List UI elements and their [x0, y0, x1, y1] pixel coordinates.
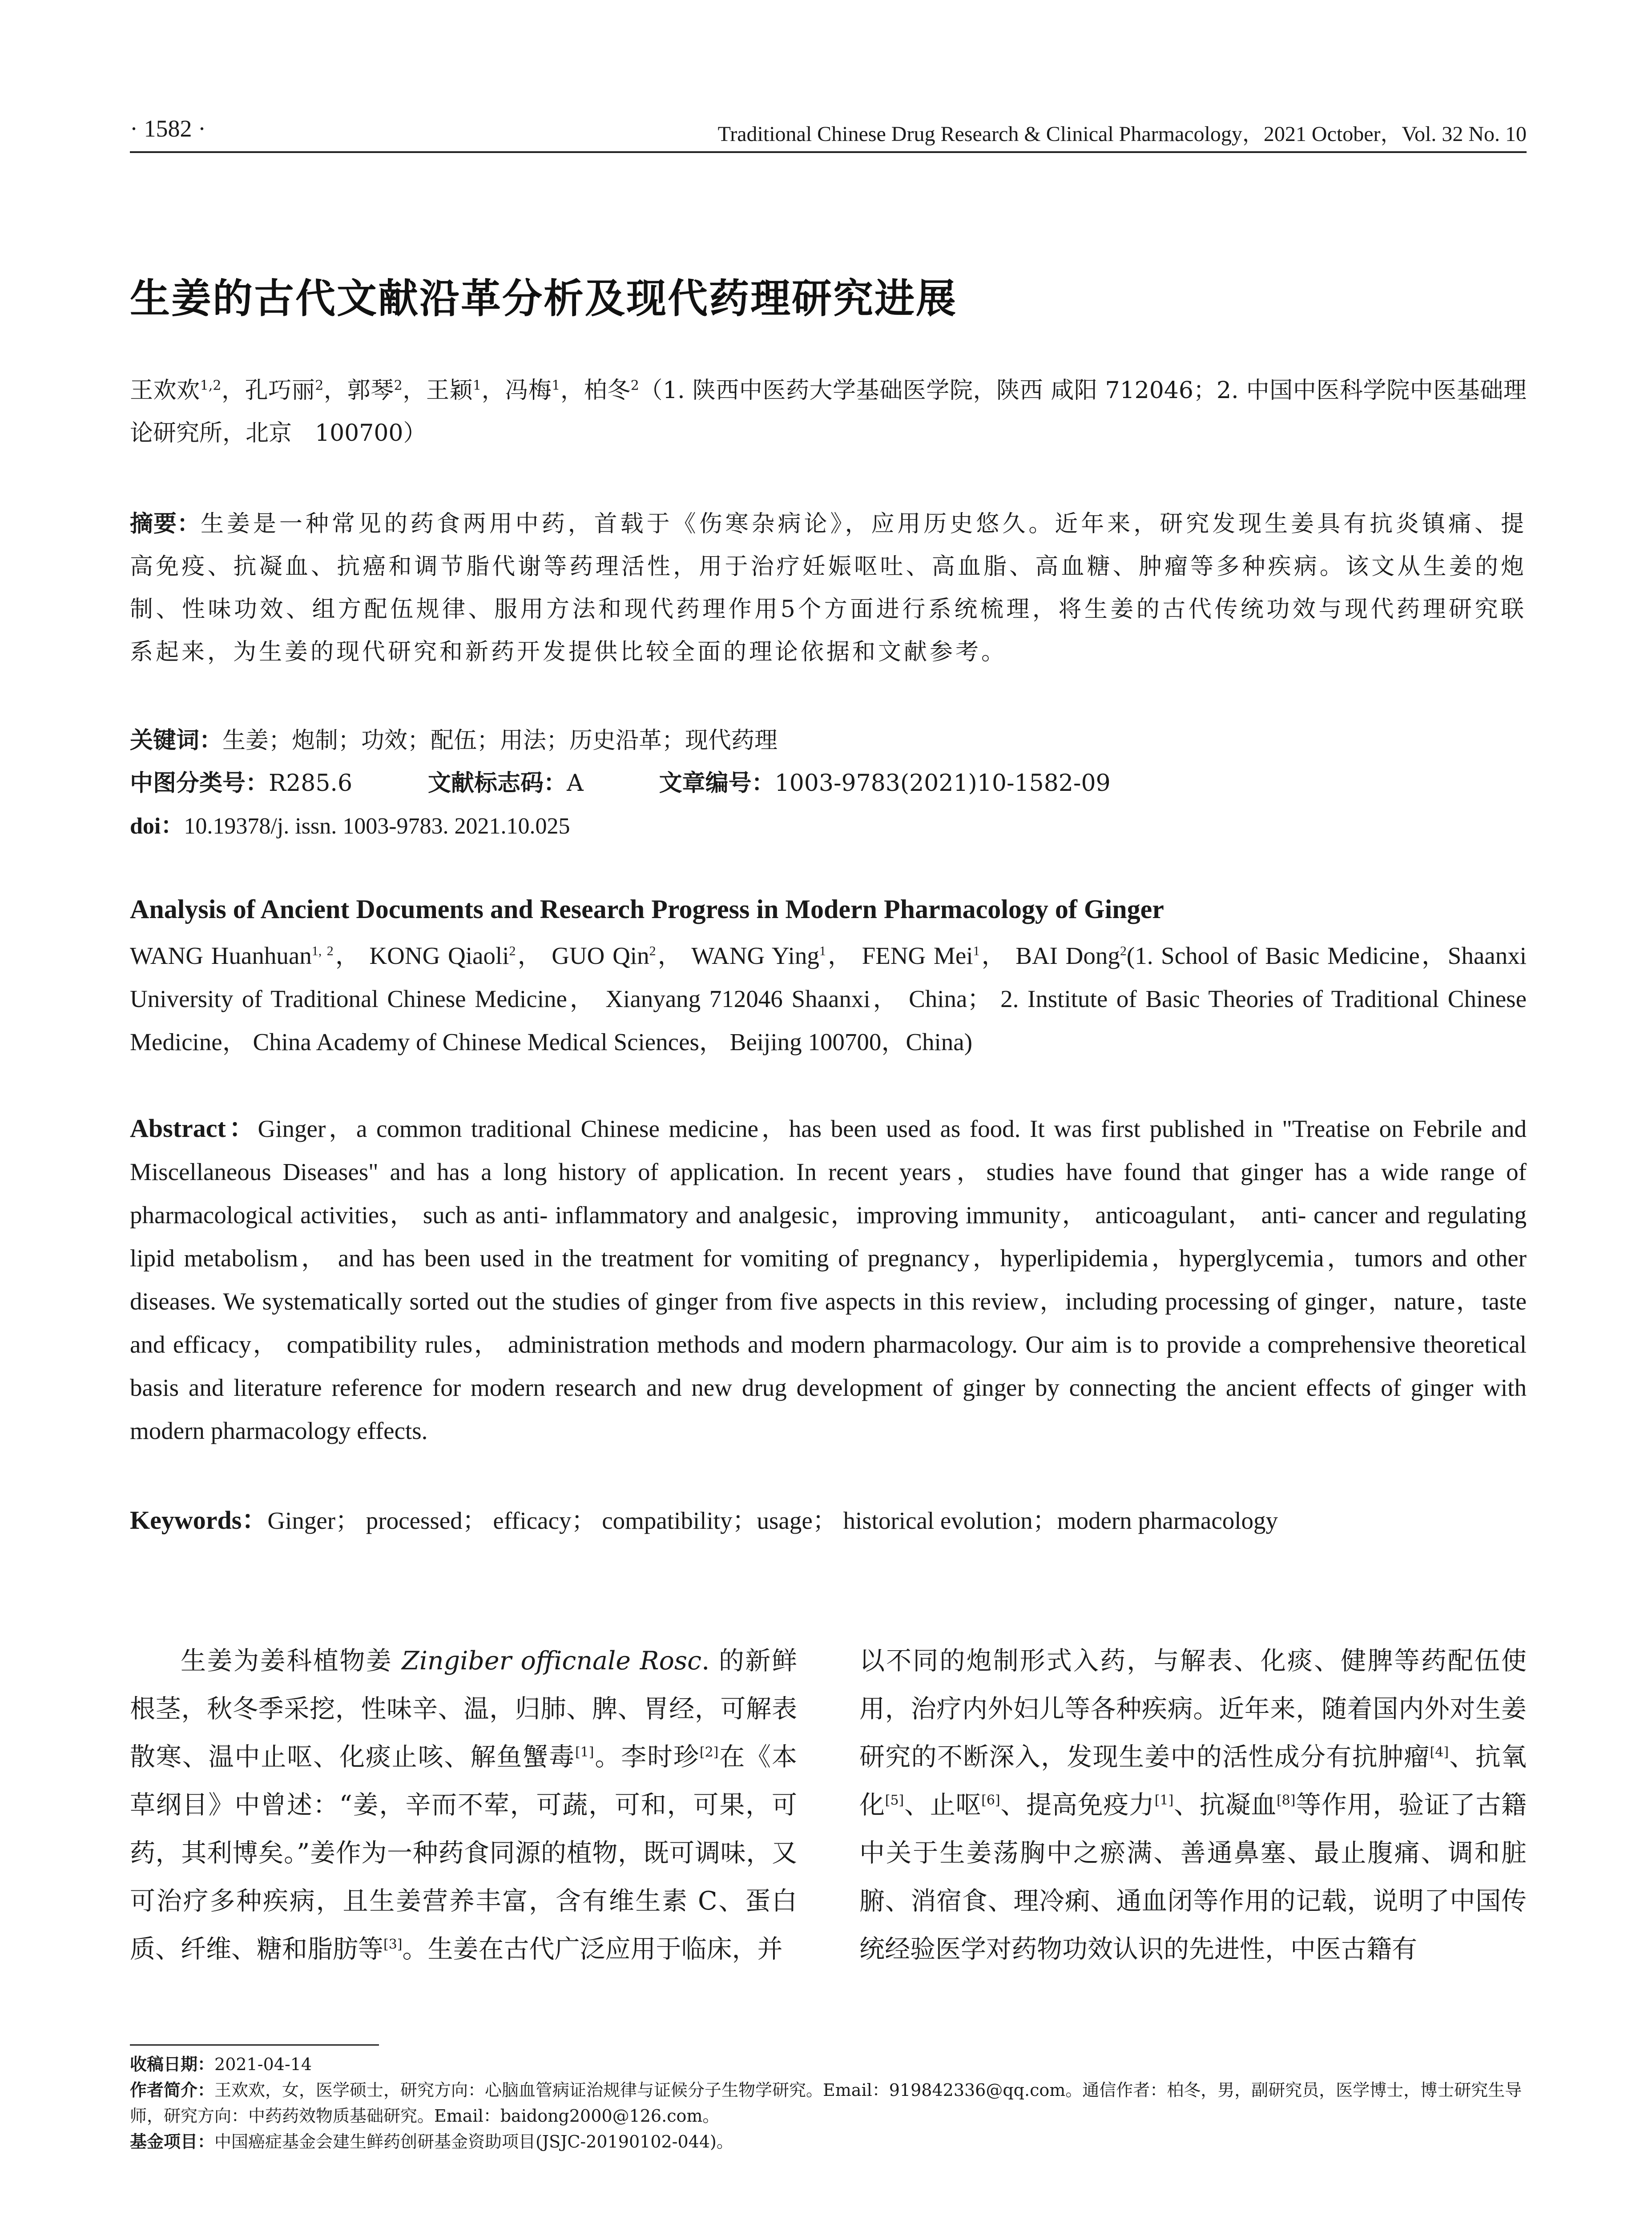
- received-date: 2021-04-14: [214, 2055, 312, 2074]
- doc-code-label: 文献标志码：: [428, 770, 567, 797]
- author-info-label: 作者简介：: [130, 2080, 215, 2100]
- keywords-cn-label: 关键词：: [130, 727, 223, 754]
- en-author-name: WANG Ying: [691, 942, 819, 969]
- body-text: . 的新鲜根茎，秋冬季采挖，性味辛、温，归肺、脾、胃经，可解表散寒、温中止呕、化痰止咳、解鱼蟹毒: [130, 1646, 797, 1772]
- received-label: 收稿日期：: [130, 2055, 215, 2074]
- affiliations-cn: （1. 陕西中医药大学基础医学院，陕西 咸阳 712046；2. 中国中医科学院中医基础理论研究所，北京 100700）: [130, 377, 1527, 447]
- authors-en: [130, 934, 1527, 1064]
- en-author-name: BAI Dong: [1015, 942, 1120, 969]
- body-text: 。李时珍: [594, 1742, 700, 1772]
- en-author-affil-sup: 1, 2: [311, 943, 334, 959]
- cn-author-affil-sup: 2: [630, 378, 639, 394]
- author-list-en: WANG Huanhuan$^{1, 2}$， KONG Qiaoli$^2$， GUO Qin$^2$， WANG Ying$^1$， FENG Mei$^1$， BAI Dong$^2$: [130, 942, 1127, 969]
- body-text: 、止呕: [904, 1790, 982, 1820]
- abstract-en: [130, 1107, 1527, 1452]
- clc-label: 中图分类号：: [130, 770, 269, 797]
- abstract-en-text: Ginger，a common traditional Chinese medicine，has been used as food. It was first published in "Treatise on Febrile and Miscellaneous Diseases" and has a long history of application. In recent years，studies have found that ginger has a wide range of pharmacological activities， such as anti- inflammatory and analgesic，improving immunity， anticoagulant， anti- cancer and regulating lipid metabolism， and has been used in the treatment for vomiting of pregnancy，hyperlipidemia，hyperglycemia，tumors and other diseases. We systematically sorted out the studies of ginger from five aspects in this review，including processing of ginger，nature，taste and efficacy， compatibility rules， administration methods and modern pharmacology. Our aim is to provide a comprehensive theoretical basis and literature reference for modern research and new drug development of ginger by connecting the ancient effects of ginger with modern pharmacology effects.: [130, 1115, 1527, 1444]
- author-info-text: 王欢欢，女，医学硕士，研究方向：心脑血管病证治规律与证候分子生物学研究。Email：919842336@qq.com。通信作者：柏冬，男，副研究员，医学博士，博士研究生导师，研究方向：中药药效物质基础研究。Email：baidong2000@126.com。: [130, 2080, 1522, 2126]
- article-no-value: 1003-9783(2021)10-1582-09: [774, 770, 1111, 797]
- en-author-affil-sup: 2: [509, 943, 516, 959]
- en-author-affil-sup: 2: [1120, 943, 1127, 959]
- body-text: 等作用，验证了古籍中关于生姜荡胸中之瘀满、善通鼻塞、最止腹痛、调和脏腑、消宿食、理冷痢、通血闭等作用的记载，说明了中国传统经验医学对药物功效认识的先进性，中医古籍有: [859, 1790, 1527, 1964]
- body-text: 以不同的炮制形式入药，与解表、化痰、健脾等药配伍使用，治疗内外妇儿等各种疾病。近年来，随着国内外对生姜研究的不断深入，发现生姜中的活性成分有抗肿瘤: [859, 1646, 1527, 1772]
- citation-ref: [5]: [885, 1793, 904, 1808]
- body-text: 、提高免疫力: [1000, 1790, 1155, 1820]
- footnote-author: [130, 2077, 1527, 2129]
- en-author-affil-sup: 1: [819, 943, 826, 959]
- cn-author-name: 冯梅: [505, 377, 552, 404]
- en-author-name: KONG Qiaoli: [369, 942, 509, 969]
- doi-line: [130, 807, 570, 840]
- journal-header: Traditional Chinese Drug Research & Clinical Pharmacology，2021 October，Vol. 32 No. 10: [717, 122, 1527, 146]
- body-text: 生姜为姜科植物姜: [181, 1646, 402, 1676]
- body-text: 。生姜在古代广泛应用于临床，并: [402, 1934, 783, 1964]
- citation-ref: [1]: [575, 1745, 594, 1760]
- doi-label: doi：: [130, 814, 184, 839]
- page-number: · 1582 ·: [130, 115, 206, 142]
- cn-author-affil-sup: 2: [394, 378, 403, 394]
- fund-label: 基金项目：: [130, 2132, 215, 2151]
- body-text: 、抗凝血: [1173, 1790, 1277, 1820]
- en-author-affil-sup: 2: [649, 943, 656, 959]
- citation-ref: [8]: [1276, 1793, 1296, 1808]
- abstract-cn: [130, 503, 1527, 673]
- abstract-cn-text: 生姜是一种常见的药食两用中药，首载于《伤寒杂病论》，应用历史悠久。近年来，研究发现生姜具有抗炎镇痛、提高免疫、抗凝血、抗癌和调节脂代谢等药理活性，用于治疗妊娠呕吐、高血脂、高血糖、肿瘤等多种疾病。该文从生姜的炮制、性味功效、组方配伍规律、服用方法和现代药理作用5个方面进行系统梳理，将生姜的古代传统功效与现代药理研究联系起来，为生姜的现代研究和新药开发提供比较全面的理论依据和文献参考。: [130, 511, 1527, 665]
- cn-author-name: 王欢欢: [130, 377, 200, 404]
- doi-value[interactable]: 10.19378/j. issn. 1003-9783. 2021.10.025: [184, 814, 570, 839]
- cn-author-name: 柏冬: [584, 377, 631, 404]
- paper-title-en: Analysis of Ancient Documents and Research Progress in Modern Pharmacology of Ginger: [130, 894, 1164, 924]
- keywords-cn-text: 生姜；炮制；功效；配伍；用法；历史沿革；现代药理: [222, 727, 778, 754]
- keywords-en: [130, 1499, 1278, 1536]
- body-text: 在《本草纲目》中曾述：“姜，辛而不荤，可蔬，可和，可果，可药，其利博矣。”姜作为一种药食同源的植物，既可调味，又可治疗多种疾病，且生姜营养丰富，含有维生素 C、蛋白质、纤维、糖和脂肪等: [130, 1742, 798, 1964]
- citation-ref: [2]: [699, 1745, 719, 1760]
- keywords-en-label: Keywords：: [130, 1506, 268, 1535]
- citation-ref: [4]: [1430, 1745, 1449, 1760]
- abstract-en-label: Abstract：: [130, 1114, 258, 1143]
- clc-value: R285.6: [269, 770, 353, 797]
- citation-ref: [6]: [981, 1793, 1000, 1808]
- footnote-received: [130, 2051, 1527, 2077]
- affiliations-en: (1. School of Basic Medicine，Shaanxi University of Traditional Chinese Medicine， Xianyang 712046 Shaanxi， China； 2. Institute of Basic Theories of Traditional Chinese Medicine， China Academy of Chinese Medical Sciences， Beijing 100700，China): [130, 942, 1527, 1056]
- en-author-name: GUO Qin: [552, 942, 649, 969]
- body-column-right: [859, 1637, 1527, 1973]
- author-list-cn: 王欢欢$^{1,2}$，孔巧丽$^2$，郭琴$^2$，王颖$^1$，冯梅$^1$，柏冬$^2$: [130, 377, 639, 404]
- en-author-name: WANG Huanhuan: [130, 942, 312, 969]
- header-rule: [130, 151, 1527, 153]
- body-text: 、抗氧化: [859, 1742, 1527, 1820]
- cn-author-affil-sup: 1: [473, 378, 482, 394]
- paper-title-cn: 生姜的古代文献沿革分析及现代药理研究进展: [130, 275, 957, 322]
- cn-author-name: 王颖: [426, 377, 473, 404]
- keywords-en-text: Ginger； processed； efficacy； compatibility；usage； historical evolution；modern pharmacology: [267, 1507, 1278, 1534]
- fund-text: 中国癌症基金会建生鲜药创研基金资助项目(JSJC-20190102-044)。: [214, 2132, 733, 2151]
- en-author-name: FENG Mei: [862, 942, 973, 969]
- en-author-affil-sup: 1: [973, 943, 980, 959]
- abstract-cn-label: 摘要：: [130, 511, 201, 537]
- keywords-cn: [130, 721, 778, 755]
- cn-author-name: 郭琴: [347, 377, 394, 404]
- body-column-left: [130, 1637, 797, 1973]
- footnote-rule: [130, 2044, 379, 2046]
- classification-line: [130, 764, 1111, 798]
- doc-code-value: A: [567, 770, 584, 797]
- article-no-label: 文章编号：: [659, 770, 775, 797]
- footnote-fund: [130, 2129, 1527, 2155]
- cn-author-affil-sup: 1,2: [200, 378, 222, 394]
- species-name: Zingiber officnale Rosc: [402, 1646, 702, 1676]
- cn-author-name: 孔巧丽: [245, 377, 315, 404]
- cn-author-affil-sup: 1: [552, 378, 560, 394]
- citation-ref: [3]: [383, 1937, 403, 1952]
- cn-author-affil-sup: 2: [315, 378, 324, 394]
- citation-ref: [1]: [1154, 1793, 1174, 1808]
- authors-cn: [130, 369, 1527, 455]
